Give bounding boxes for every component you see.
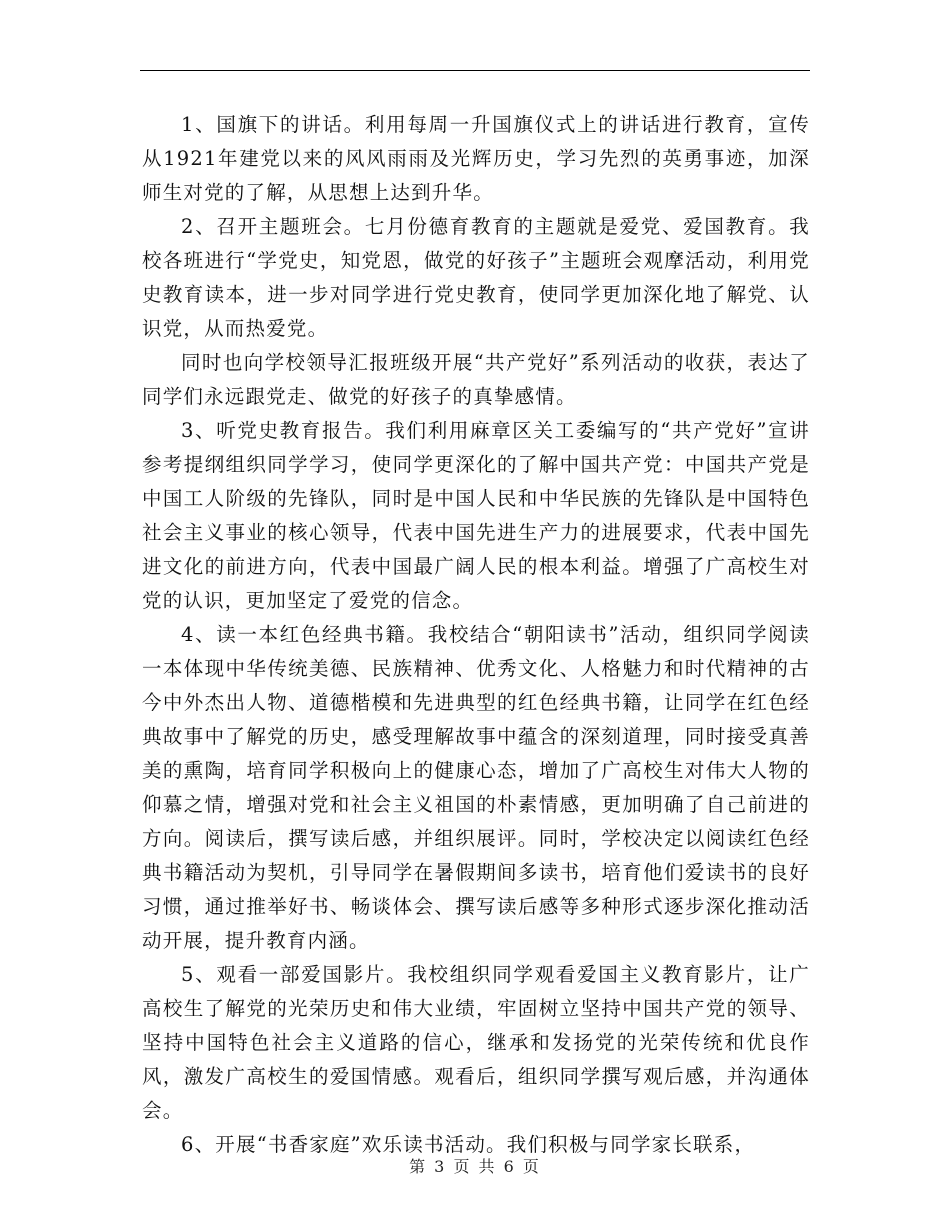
- paragraph-4: 3、听党史教育报告。我们利用麻章区关工委编写的“共产党好”宣讲参考提纲组织同学学习，使同学更深化的了解中国共产党：中国共产党是中国工人阶级的先锋队，同时是中国人民和中华民族的先锋队是中国特色社会主义事业的核心领导，代表中国先进生产力的进展要求，代表中国先进文化的前进方向，代表中国最广阔人民的根本利益。增强了广高校生对党的认识，更加坚定了爱党的信念。: [142, 419, 810, 612]
- paragraph-3: 同时也向学校领导汇报班级开展“共产党好”系列活动的收获，表达了同学们永远跟党走、做党的好孩子的真挚感情。: [142, 351, 810, 408]
- paragraph-7: 6、开展“书香家庭”欢乐读书活动。我们积极与同学家长联系，: [181, 1133, 756, 1156]
- page-number: 第 3 页 共 6 页: [409, 1157, 541, 1176]
- header-rule: [140, 70, 810, 71]
- document-body: [142, 108, 810, 1162]
- paragraph-2: 2、召开主题班会。七月份德育教育的主题就是爱党、爱国教育。我校各班进行“学党史，知党恩，做党的好孩子”主题班会观摩活动，利用党史教育读本，进一步对同学进行党史教育，使同学更加深化地了解党、认识党，从而热爱党。: [142, 215, 810, 340]
- paragraph-6: 5、观看一部爱国影片。我校组织同学观看爱国主义教育影片，让广高校生了解党的光荣历史和伟大业绩，牢固树立坚持中国共产党的领导、坚持中国特色社会主义道路的信心，继承和发扬党的光荣传统和优良作风，激发广高校生的爱国情感。观看后，组织同学撰写观后感，并沟通体会。: [142, 963, 810, 1122]
- paragraph-1: 1、国旗下的讲话。利用每周一升国旗仪式上的讲话进行教育，宣传从1921年建党以来的风风雨雨及光辉历史，学习先烈的英勇事迹，加深师生对党的了解，从思想上达到升华。: [142, 113, 810, 204]
- paragraph-5: 4、读一本红色经典书籍。我校结合“朝阳读书”活动，组织同学阅读一本体现中华传统美德、民族精神、优秀文化、人格魅力和时代精神的古今中外杰出人物、道德楷模和先进典型的红色经典书籍，让同学在红色经典故事中了解党的历史，感受理解故事中蕴含的深刻道理，同时接受真善美的熏陶，培育同学积极向上的健康心态，增加了广高校生对伟大人物的仰慕之情，增强对党和社会主义祖国的朴素情感，更加明确了自己前进的方向。阅读后，撰写读后感，并组织展评。同时，学校决定以阅读红色经典书籍活动为契机，引导同学在暑假期间多读书，培育他们爱读书的良好习惯，通过推举好书、畅谈体会、撰写读后感等多种形式逐步深化推动活动开展，提升教育内涵。: [142, 623, 810, 952]
